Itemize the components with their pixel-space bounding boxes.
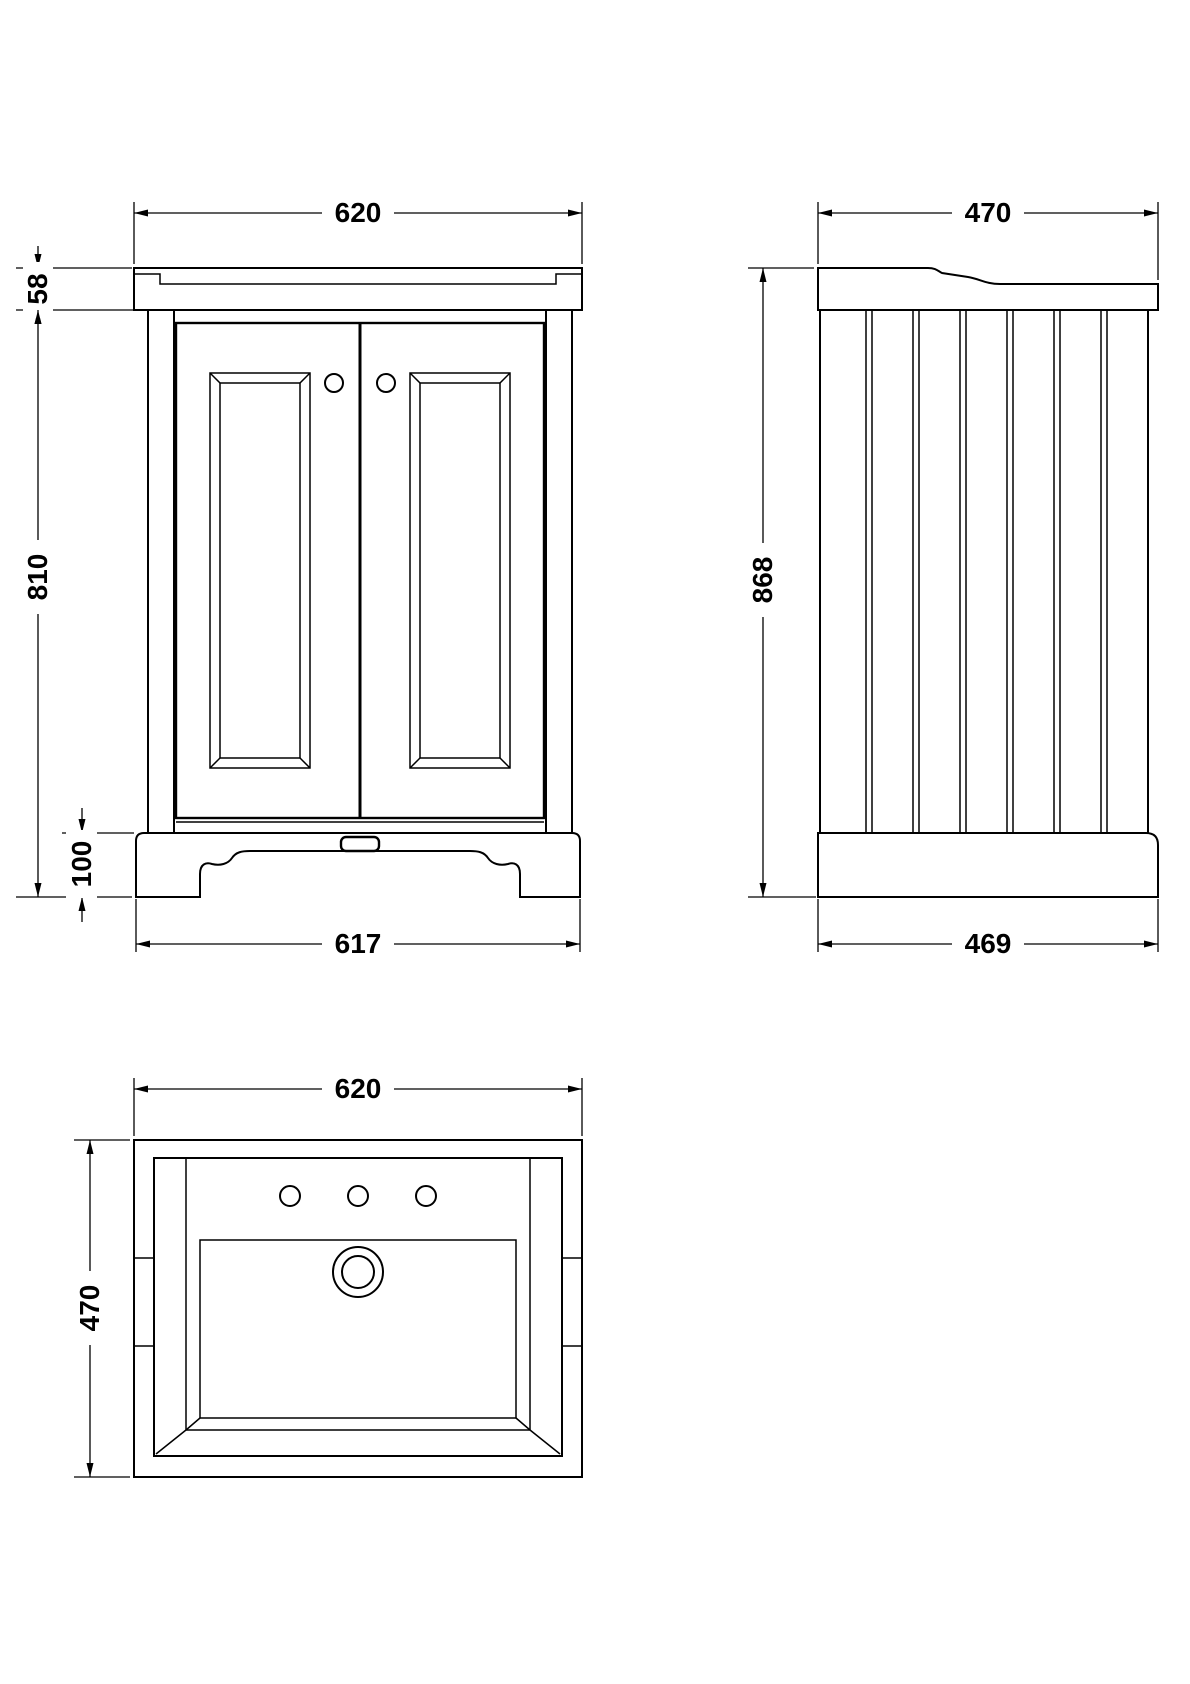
plan-view	[74, 1073, 582, 1477]
plan-basin-rim	[154, 1158, 562, 1456]
dim-label-side-depth-bottom: 469	[964, 928, 1012, 959]
front-plinth	[136, 833, 580, 897]
plinth-handle-slot	[341, 837, 379, 851]
tap-hole-right	[416, 1186, 436, 1206]
dim-front-width-bottom	[136, 899, 580, 960]
dim-label-side-depth-top: 470	[964, 197, 1012, 228]
plan-worktop-outline	[134, 1140, 582, 1477]
dim-label-plan-depth: 470	[74, 1284, 105, 1332]
side-elevation-view	[747, 197, 1158, 960]
dim-label-front-plinth-height: 100	[66, 840, 97, 888]
dim-label-side-total-height: 868	[747, 556, 778, 604]
dim-label-front-body-height: 810	[22, 553, 53, 601]
dim-plan-depth	[74, 1140, 130, 1477]
side-plinth	[818, 833, 1158, 897]
side-panel-planks	[820, 310, 1148, 833]
dim-front-worktop-height	[16, 246, 146, 324]
plan-rim-inner-edge	[156, 1158, 560, 1454]
front-worktop	[134, 268, 582, 310]
right-door-knob-hole	[377, 374, 395, 392]
left-door-knob-hole	[325, 374, 343, 392]
dim-side-total-height	[747, 268, 816, 897]
plan-side-rail-joints	[134, 1258, 582, 1346]
dim-plan-width	[134, 1073, 582, 1136]
dim-label-front-worktop-height: 58	[22, 273, 53, 305]
plan-waste-hole	[333, 1247, 383, 1297]
side-worktop	[818, 268, 1158, 310]
dim-front-body-height	[16, 310, 132, 897]
dim-front-width-top	[134, 197, 582, 264]
dim-label-front-width-bottom: 617	[334, 928, 382, 959]
dim-label-plan-width: 620	[334, 1073, 382, 1104]
dim-label-front-width-top: 620	[334, 197, 382, 228]
right-door-panel	[410, 373, 510, 768]
plan-bowl	[186, 1240, 530, 1430]
plan-tap-holes	[280, 1186, 436, 1206]
front-doors	[176, 323, 544, 822]
left-door-panel	[210, 373, 310, 768]
tap-hole-center	[348, 1186, 368, 1206]
dim-side-depth-bottom	[818, 899, 1158, 960]
front-elevation-view	[16, 197, 582, 960]
dim-front-plinth-height	[62, 808, 134, 922]
tap-hole-left	[280, 1186, 300, 1206]
